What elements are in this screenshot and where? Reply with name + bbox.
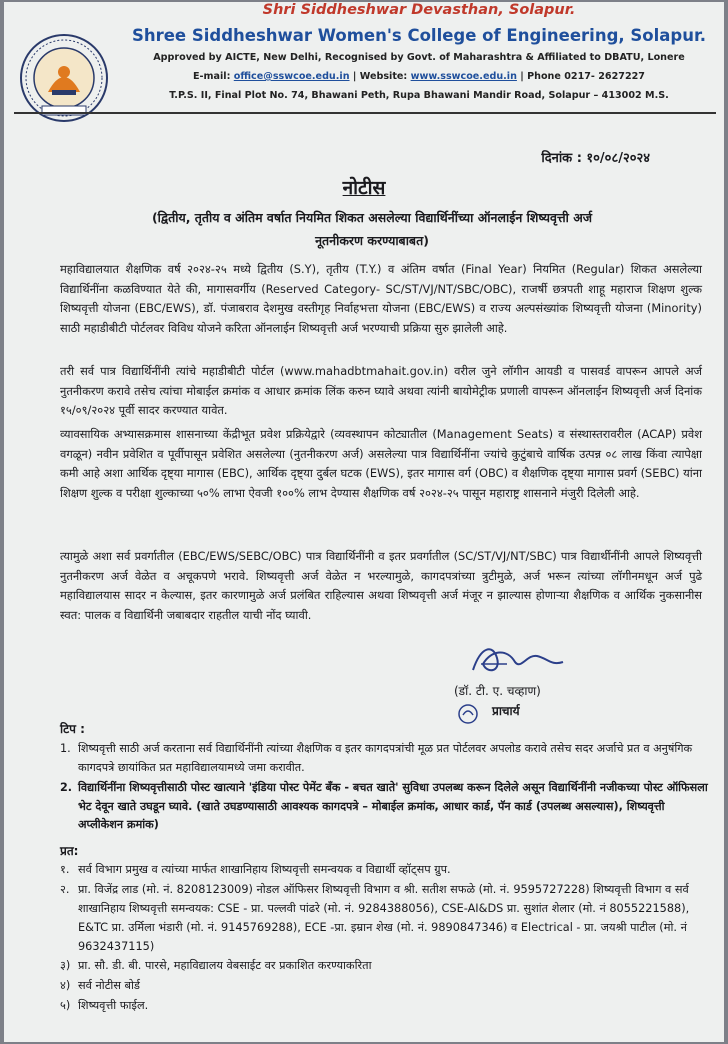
tip-text: शिष्यवृत्ती साठी अर्ज करताना सर्व विद्यार्थिनींनी त्यांच्या शैक्षणिक व इतर कागदपत्रांची मूळ प्रत पोर्टलवर अपलोड करावे तसेच सदर अर्जाचे प्रत व अनुषंगिक कागदपत्रे छायांकित प्रत महाविद्यालयामध्ये जमा करावीत. <box>78 742 693 774</box>
signatory-post: प्राचार्य <box>492 704 520 718</box>
copy-text: सर्व नोटीस बोर्ड <box>78 979 140 992</box>
signature-icon <box>467 640 575 682</box>
website-link[interactable]: www.sswcoe.edu.in <box>410 71 517 82</box>
tip-item <box>60 740 710 777</box>
notice-date: दिनांक : १०/०८/२०२४ <box>541 151 650 166</box>
copy-item <box>60 860 708 879</box>
copy-text: शिष्यवृत्ती फाईल. <box>78 999 149 1012</box>
copy-item <box>60 880 708 956</box>
copy-number: २. <box>60 883 70 896</box>
email-label: E-mail: <box>193 71 234 82</box>
paragraph-3: व्यावसायिक अभ्यासक्रमास शासनाच्या केंद्रीभूत प्रवेश प्रक्रियेद्वारे (व्यवस्थापन कोट्यातील (Management Seats) व संस्थास्तरावरील (ACAP) प्रवेश वगळून) नवीन प्रवेशित व पूर्वीपासून प्रवेशित असलेल्या (नुतनीकरण अर्ज) असलेल्या पात्र विद्यार्थिनींना ज्यांचे कुटुंबाचे वार्षिक उत्पन्न ०८ लाख किंवा त्यापेक्षा कमी आहे अशा आर्थिक दृष्ट्या मागास (EBC), आर्थिक दृष्ट्या दुर्बल घटक (EWS), इतर मागास वर्ग (OBC) व शैक्षणिक दृष्ट्या मागास प्रवर्ग (SEBC) यांना शिक्षण शुल्क व परीक्षा शुल्काच्या ५०% लाभा ऐवजी १००% लाभ देण्यास शैक्षणिक वर्ष २०२४-२५ पासून महाराष्ट्र शासनाने मंजुरी दिलेली आहे. <box>60 427 702 500</box>
notice-subject <box>56 206 688 252</box>
tip-item <box>60 779 710 835</box>
email-link[interactable]: office@sswcoe.edu.in <box>233 71 350 82</box>
copy-item <box>60 976 708 995</box>
copy-item <box>60 956 708 975</box>
paragraph-2: तरी सर्व पात्र विद्यार्थिनींनी त्यांचे महाडीबीटी पोर्टल (www.mahadbtmahait.gov.in) वरील जुने लॉगीन आयडी व पासवर्ड वापरून आपले अर्ज नुतनीकरण करावे तसेच त्यांचा मोबाईल क्रमांक व आधार क्रमांक लिंक करुन घ्यावे अथवा त्यांनी बायोमेट्रीक प्रणाली वापरून ऑनलाईन शिष्यवृत्ती अर्ज दिनांक १५/०९/२०२४ पूर्वी सादर करण्यात यावेत. <box>60 364 702 417</box>
copy-number: १. <box>60 863 70 876</box>
approval-line: Approved by AICTE, New Delhi, Recognised by Govt. of Maharashtra & Affiliated to DBATU, Lonere <box>153 52 685 63</box>
tip-number: 1. <box>60 742 71 755</box>
tip-heading: टिप : <box>60 722 85 736</box>
address-line: T.P.S. II, Final Plot No. 74, Bhawani Peth, Rupa Bhawani Mandir Road, Solapur – 413002 M.S. <box>169 90 669 101</box>
tip-number: 2. <box>60 781 73 794</box>
header-divider <box>14 112 716 114</box>
notice-document <box>4 2 724 1042</box>
paragraph-4: त्यामुळे अशा सर्व प्रवर्गातील (EBC/EWS/SEBC/OBC) पात्र विद्यार्थिनींनी व इतर प्रवर्गातील (SC/ST/VJ/NT/SBC) पात्र विद्यार्थीनींनी आपले शिष्यवृत्ती नुतनीकरण अर्ज वेळेत व अचूकपणे भरावे. शिष्यवृत्ती अर्ज वेळेत न भरल्यामुळे, कागदपत्रांच्या त्रुटीमुळे, अर्ज भरून त्यांच्या लॉगीनमधून अर्ज पुढे महाविद्यालयास सादर न केल्यास, इतर कारणामुळे अर्ज प्रलंबित राहिल्यास अथवा शिष्यवृत्ती अर्ज मंजूर न झाल्यास होणाऱ्या शैक्षणिक व आर्थिक नुकसानीस स्वत: पालक व विद्यार्थिनी जबाबदार राहतील याची नोंद घ्यावी. <box>60 549 702 622</box>
paragraph-1: महाविद्यालयात शैक्षणिक वर्ष २०२४-२५ मध्ये द्वितीय (S.Y), तृतीय (T.Y.) व अंतिम वर्षात (Final Year) नियमित (Regular) शिकत असलेल्या विद्यार्थिनींना कळविण्यात येते की, मागासवर्गीय (Reserved Category- SC/ST/VJ/NT/SBC/OBC), राजर्षी छत्रपती शाहू महाराज शिक्षण शुल्क शिष्यवृत्ती योजना (EBC/EWS), डॉ. पंजाबराव देशमुख वस्तीगृह निर्वाहभत्ता योजना (EBC/EWS) व राज्य अल्पसंख्यांक शिष्यवृत्ती योजना (Minority) साठी महाडीबीटी पोर्टलवर विविध योजने करिता ऑनलाईन शिष्यवृत्ती अर्ज भरण्याची प्रक्रिया सुरु झालेली आहे. <box>60 262 702 335</box>
trust-name: Shri Siddheshwar Devasthan, Solapur. <box>262 2 576 18</box>
copy-number: ४) <box>60 979 71 992</box>
subject-line-1: (द्वितीय, तृतीय व अंतिम वर्षात नियमित शिकत असलेल्या विद्यार्थिनींच्या ऑनलाईन शिष्यवृत्ती अर्ज <box>151 210 593 225</box>
college-emblem-icon <box>18 32 110 124</box>
copy-heading: प्रत: <box>60 844 79 858</box>
copy-item <box>60 996 708 1015</box>
tip-text: विद्यार्थिनींना शिष्यवृत्तीसाठी पोस्ट खात्याने 'इंडिया पोस्ट पेमेंट बँक - बचत खाते' सुविधा उपलब्ध करून दिलेले असून विद्यार्थिनींनी नजीकच्या पोस्ट ऑफिसला भेट देवून खाते उघडून घ्यावे. (खाते उघडण्यासाठी आवश्यक कागदपत्रे – मोबाईल क्रमांक, आधार कार्ड, पॅन कार्ड (उपलब्ध असल्यास), शिष्यवृत्ती अप्लीकेशन क्रमांक) <box>78 781 708 831</box>
contact-line <box>122 71 716 82</box>
signatory-name: (डॉ. टी. ए. चव्हाण) <box>454 684 541 698</box>
college-name: Shree Siddheshwar Women's College of Engineering, Solapur. <box>131 26 707 45</box>
notice-title: नोटीस <box>342 177 386 199</box>
copy-text: प्रा. सौ. डी. बी. पारसे, महाविद्यालय वेबसाईट वर प्रकाशित करण्याकरिता <box>78 959 372 972</box>
copy-number: ५) <box>60 999 71 1012</box>
website-label: | Website: <box>349 71 411 82</box>
copy-text: सर्व विभाग प्रमुख व त्यांच्या मार्फत शाखानिहाय शिष्यवृत्ती समन्वयक व विद्यार्थी व्हॉट्सप ग्रुप. <box>78 863 451 876</box>
phone-text: | Phone 0217- 2627227 <box>516 71 645 82</box>
copy-number: ३) <box>60 959 71 972</box>
initial-mark-icon <box>456 702 480 726</box>
subject-line-2: नूतनीकरण करण्याबाबत) <box>315 233 429 248</box>
copy-text: प्रा. विजेंद्र लाड (मो. नं. 8208123009) नोडल ऑफिसर शिष्यवृत्ती विभाग व श्री. सतीश सफळे (मो. नं. 9595727228) शिष्यवृत्ती विभाग व सर्व शाखानिहाय शिष्यवृत्ती समन्वयक: CSE - प्रा. पल्लवी पांढरे (मो. नं. 9284388056), CSE-AI&DS प्रा. सुशांत शेलार (मो. नं 8055221588), E&TC प्रा. उर्मिला भंडारी (मो. नं. 9145769288), ECE -प्रा. इम्रान शेख (मो. नं. 9890847346) व Electrical - प्रा. जयश्री पाटील (मो. नं 9632437115) <box>78 883 690 953</box>
